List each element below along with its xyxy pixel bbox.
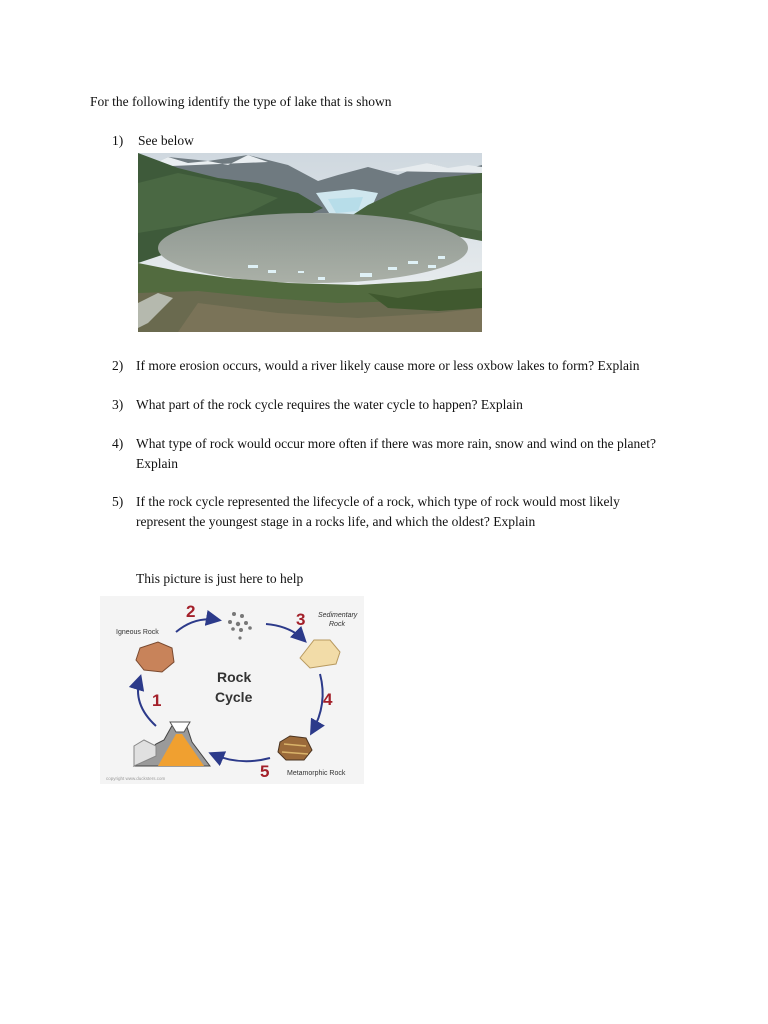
question-5-text: If the rock cycle represented the lifecycle of a rock, which type of rock would most likely represent the youngest stage in a rocks life, and which the oldest? Explain (136, 494, 620, 529)
question-3-number: 3) (112, 397, 124, 412)
copyright-text: copyright www.ducksters.com (106, 776, 166, 781)
sedimentary-rock-label-2: Rock (329, 621, 345, 628)
step-number-5: 5 (260, 762, 270, 781)
help-caption: This picture is just here to help (136, 571, 304, 586)
question-3-text: What part of the rock cycle requires the water cycle to happen? Explain (136, 397, 523, 412)
sedimentary-rock-label-1: Sedimentary (318, 612, 358, 619)
metamorphic-rock-label: Metamorphic Rock (287, 770, 346, 777)
rock-cycle-diagram (100, 596, 364, 784)
question-1-text: See below (138, 133, 194, 148)
question-4-number: 4) (112, 436, 124, 451)
rock-cycle-title-1: Rock (217, 669, 252, 685)
metamorphic-rock-icon (278, 736, 312, 760)
step-number-3: 3 (296, 610, 306, 629)
question-1-number: 1) (112, 133, 124, 148)
step-number-1: 1 (152, 691, 162, 710)
glacial-lake-photo (138, 153, 482, 332)
intro-text: For the following identify the type of lake that is shown (90, 94, 392, 109)
rock-cycle-title-2: Cycle (215, 689, 253, 705)
question-5-number: 5) (112, 494, 124, 509)
step-number-4: 4 (323, 690, 333, 709)
question-2-text: If more erosion occurs, would a river likely cause more or less oxbow lakes to form? Explain (136, 358, 640, 373)
igneous-rock-label: Igneous Rock (116, 629, 159, 636)
question-2-number: 2) (112, 358, 124, 373)
step-number-2: 2 (186, 602, 196, 621)
question-4-text: What type of rock would occur more often if there was more rain, snow and wind on the planet? Explain (136, 436, 656, 471)
